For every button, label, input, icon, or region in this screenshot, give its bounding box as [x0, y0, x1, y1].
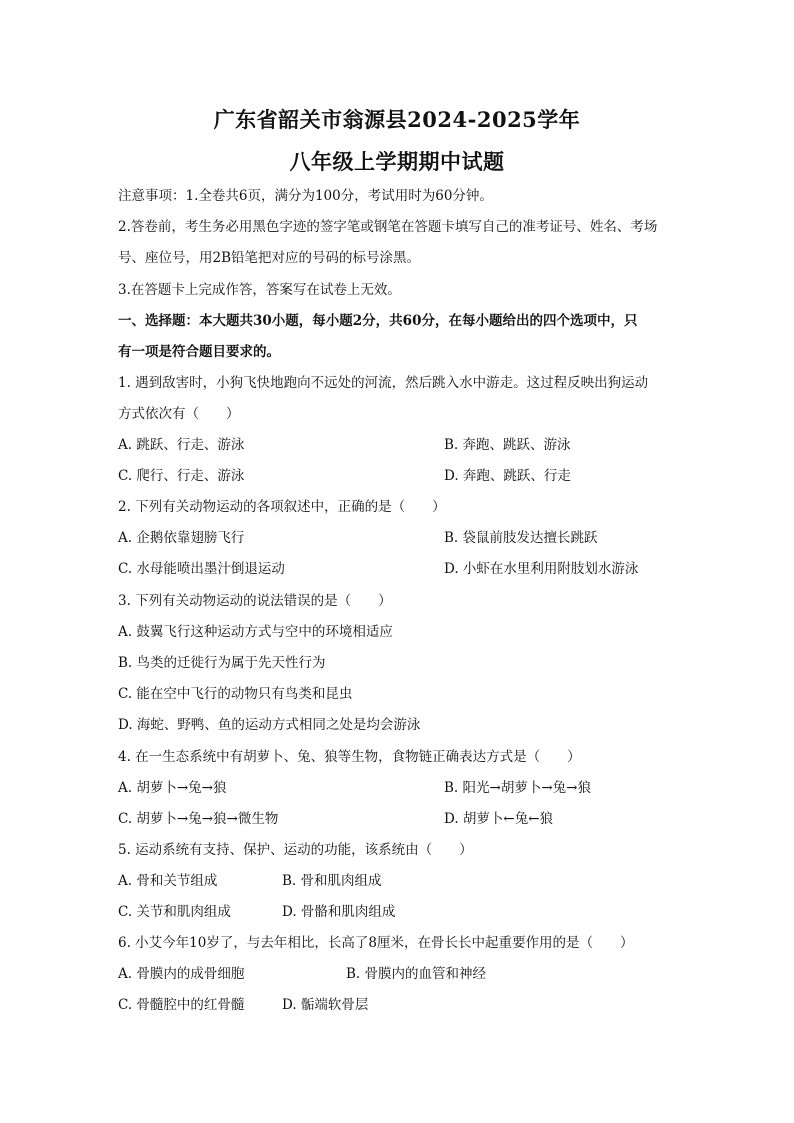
notes-line-1: 注意事项：1.全卷共6页，满分为100分，考试用时为60分钟。 [118, 188, 493, 204]
section-heading-line-1: 一、选择题：本大题共30小题，每小题2分，共60分，在每小题给出的四个选项中，只 [118, 313, 638, 329]
question-5-option-c: C. 关节和肌肉组成 [118, 904, 231, 920]
notes-line-2: 2.答卷前，考生务必用黑色字迹的签字笔或钢笔在答题卡填写自己的准考证号、姓名、考场 [118, 219, 658, 235]
question-2-option-b: B. 袋鼠前肢发达擅长跳跃 [444, 530, 598, 546]
question-4-option-d: D. 胡萝卜←兔←狼 [444, 811, 554, 827]
question-4-option-b: B. 阳光→胡萝卜→兔→狼 [444, 780, 591, 796]
question-6-option-c: C. 骨髓腔中的红骨髓 [118, 997, 245, 1013]
question-1-option-b: B. 奔跑、跳跃、游泳 [444, 437, 571, 453]
question-2-option-a: A. 企鹅依靠翅膀飞行 [118, 530, 245, 546]
question-5-option-b: B. 骨和肌肉组成 [282, 873, 382, 889]
question-3-option-c: C. 能在空中飞行的动物只有鸟类和昆虫 [118, 686, 353, 702]
exam-title-line2: 八年级上学期期中试题 [289, 149, 505, 174]
exam-title-line1: 广东省韶关市翁源县2024-2025学年 [213, 107, 581, 132]
question-6-stem: 6. 小艾今年10岁了，与去年相比，长高了8厘米，在骨长长中起重要作用的是（ ） [118, 935, 634, 951]
question-5-option-a: A. 骨和关节组成 [118, 873, 218, 889]
question-4-stem: 4. 在一生态系统中有胡萝卜、兔、狼等生物，食物链正确表达方式是（ ） [118, 749, 581, 765]
question-4-option-c: C. 胡萝卜→兔→狼→微生物 [118, 811, 279, 827]
question-6-option-a: A. 骨膜内的成骨细胞 [118, 966, 245, 982]
question-3-stem: 3. 下列有关动物运动的说法错误的是（ ） [118, 593, 392, 609]
question-6-option-d: D. 骺端软骨层 [282, 997, 369, 1013]
notes-line-3: 号、座位号，用2B铅笔把对应的号码的标号涂黑。 [118, 250, 421, 266]
question-3-option-a: A. 鼓翼飞行这种运动方式与空中的环境相适应 [118, 624, 393, 640]
section-heading-line-2: 有一项是符合题目要求的。 [118, 344, 280, 360]
question-6-option-b: B. 骨膜内的血管和神经 [346, 966, 487, 982]
question-2-stem: 2. 下列有关动物运动的各项叙述中，正确的是（ ） [118, 499, 446, 515]
question-3-option-d: D. 海蛇、野鸭、鱼的运动方式相同之处是均会游泳 [118, 717, 421, 733]
notes-line-4: 3.在答题卡上完成作答，答案写在试卷上无效。 [118, 282, 401, 298]
question-3-option-b: B. 鸟类的迁徙行为属于先天性行为 [118, 655, 326, 671]
question-4-option-a: A. 胡萝卜→兔→狼 [118, 780, 227, 796]
question-2-option-c: C. 水母能喷出墨汁倒退运动 [118, 561, 285, 577]
question-5-stem: 5. 运动系统有支持、保护、运动的功能，该系统由（ ） [118, 842, 473, 858]
question-1-stem-line-1: 1. 遇到敌害时，小狗飞快地跑向不远处的河流，然后跳入水中游走。这过程反映出狗运动 [118, 375, 649, 391]
question-1-option-d: D. 奔跑、跳跃、行走 [444, 468, 571, 484]
question-1-stem-line-2: 方式依次有（ ） [118, 406, 240, 422]
question-5-option-d: D. 骨骼和肌肉组成 [282, 904, 396, 920]
question-1-option-a: A. 跳跃、行走、游泳 [118, 437, 245, 453]
question-2-option-d: D. 小虾在水里利用附肢划水游泳 [444, 561, 639, 577]
question-1-option-c: C. 爬行、行走、游泳 [118, 468, 245, 484]
